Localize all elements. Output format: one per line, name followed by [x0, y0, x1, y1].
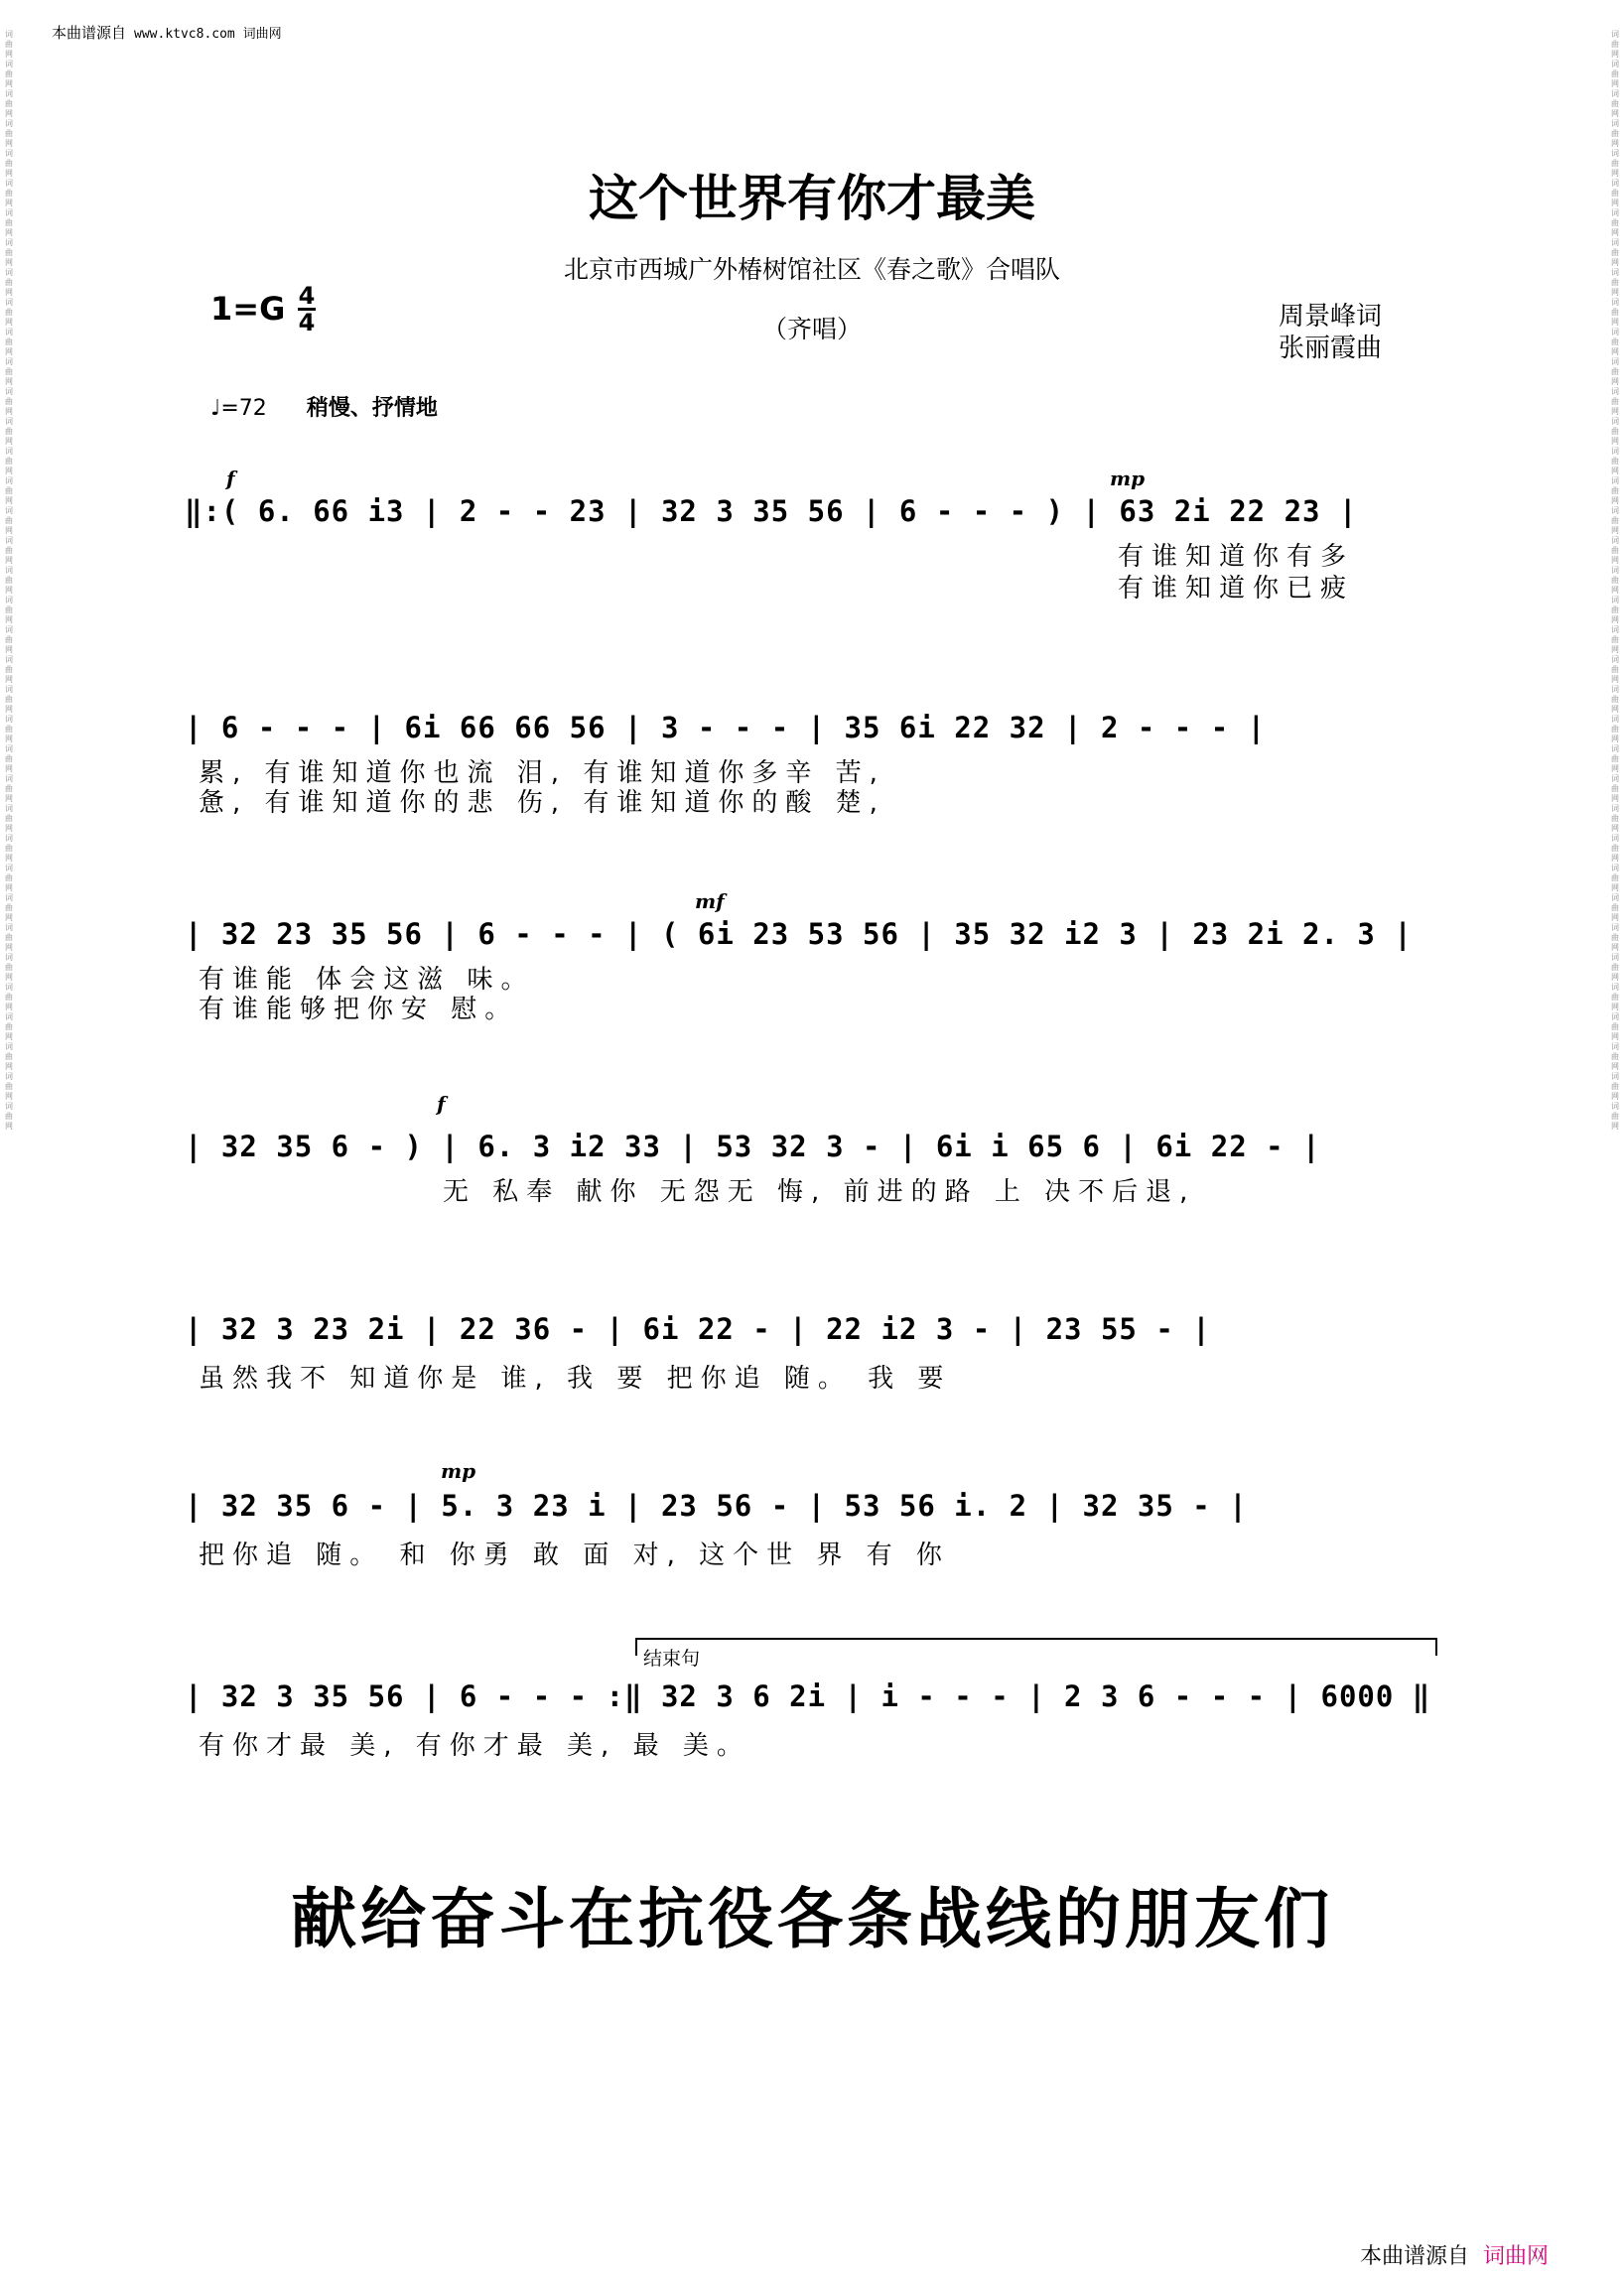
footer-source: 本曲谱源自: [1360, 2244, 1470, 2269]
dynamic-f-2: f: [437, 1092, 446, 1116]
dynamic-mp-1: mp: [1110, 467, 1146, 490]
lyrics-line-6: 把你追 随。 和 你勇 敢 面 对, 这个世 界 有 你: [199, 1541, 950, 1570]
lyrics-line-4: 无 私奉 献你 无怨无 悔, 前进的路 上 决不后退,: [443, 1177, 1196, 1207]
page-header: [52, 22, 282, 43]
lyrics-line-3-verse-1: 有谁能 体会这滋 味。: [199, 965, 535, 995]
performance-mode: （齐唱）: [761, 315, 862, 343]
tempo-mark: ♩=72: [210, 396, 267, 421]
lyricist: 周景峰词: [1279, 302, 1383, 332]
left-watermark: 词曲网词曲网词曲网词曲网词曲网词曲网词曲网词曲网词曲网词曲网词曲网词曲网词曲网词曲网词曲网词曲网词曲网词曲网词曲网词曲网词曲网词曲网词曲网词曲网词曲网词曲网词曲网词曲网词曲网词曲网词曲网词曲网词曲网词曲网词曲网词曲网词曲网: [5, 30, 13, 1131]
lyrics-line-5: 虽然我不 知道你是 谁, 我 要 把你追 随。 我 要: [199, 1364, 952, 1394]
lyrics-line-1-verse-1: 有谁知道你有多: [1118, 542, 1355, 572]
ending-bracket: [635, 1638, 1437, 1656]
score-line-6: | 32 35 6 - | 5. 3 23 i | 23 56 - | 53 56 i. 2 | 32 35 - |: [185, 1489, 1248, 1523]
lyrics-line-1-verse-2: 有谁知道你已疲: [1118, 574, 1355, 603]
tempo-line: [210, 391, 438, 422]
header-site: www.ktvc8.com 词曲网: [134, 27, 282, 42]
dynamic-mp-2: mp: [441, 1459, 476, 1483]
key-signature: 1=G: [210, 290, 286, 328]
header-source: 本曲谱源自: [52, 24, 127, 42]
ending-label: 结束句: [643, 1648, 701, 1670]
page-footer: [1360, 2239, 1549, 2270]
footer-brand: 词曲网: [1483, 2244, 1550, 2269]
song-subtitle: 北京市西城广外椿树馆社区《春之歌》合唱队: [563, 255, 1060, 284]
score-line-7: | 32 3 35 56 | 6 - - - :‖ 32 3 6 2i | i - - - | 2 3 6 - - - | 6000 ‖: [185, 1679, 1431, 1713]
dynamic-f-1: f: [226, 467, 235, 490]
right-watermark: 词曲网词曲网词曲网词曲网词曲网词曲网词曲网词曲网词曲网词曲网词曲网词曲网词曲网词曲网词曲网词曲网词曲网词曲网词曲网词曲网词曲网词曲网词曲网词曲网词曲网词曲网词曲网词曲网词曲网词曲网词曲网词曲网词曲网词曲网词曲网词曲网词曲网: [1611, 30, 1619, 1131]
time-top: 4: [298, 282, 316, 310]
song-title: 这个世界有你才最美: [589, 170, 1035, 227]
expression-mark: 稍慢、抒情地: [306, 396, 438, 421]
lyrics-line-2-verse-2: 惫, 有谁知道你的悲 伤, 有谁知道你的酸 楚,: [199, 788, 885, 818]
lyrics-line-3-verse-2: 有谁能够把你安 慰。: [199, 995, 519, 1024]
dynamic-mf: mf: [695, 889, 725, 913]
score-line-3: | 32 23 35 56 | 6 - - - | ( 6i 23 53 56 | 35 32 i2 3 | 23 2i 2. 3 |: [185, 917, 1413, 951]
dedication: 献给奋斗在抗役各条战线的朋友们: [291, 1880, 1333, 1957]
lyrics-line-2-verse-1: 累, 有谁知道你也流 泪, 有谁知道你多辛 苦,: [199, 758, 885, 788]
lyrics-line-7: 有你才最 美, 有你才最 美, 最 美。: [199, 1731, 750, 1761]
score-line-1: ‖:( 6. 66 i3 | 2 - - 23 | 32 3 35 56 | 6 - - - ) | 63 2i 22 23 |: [185, 494, 1358, 528]
score-line-5: | 32 3 23 2i | 22 36 - | 6i 22 - | 22 i2 3 - | 23 55 - |: [185, 1312, 1211, 1346]
time-bottom: 4: [298, 309, 316, 336]
composer: 张丽霞曲: [1279, 334, 1383, 363]
time-signature: [298, 284, 316, 335]
score-line-4: | 32 35 6 - ) | 6. 3 i2 33 | 53 32 3 - | 6i i 65 6 | 6i 22 - |: [185, 1130, 1321, 1163]
score-line-2: | 6 - - - | 6i 66 66 56 | 3 - - - | 35 6i 22 32 | 2 - - - |: [185, 711, 1267, 744]
